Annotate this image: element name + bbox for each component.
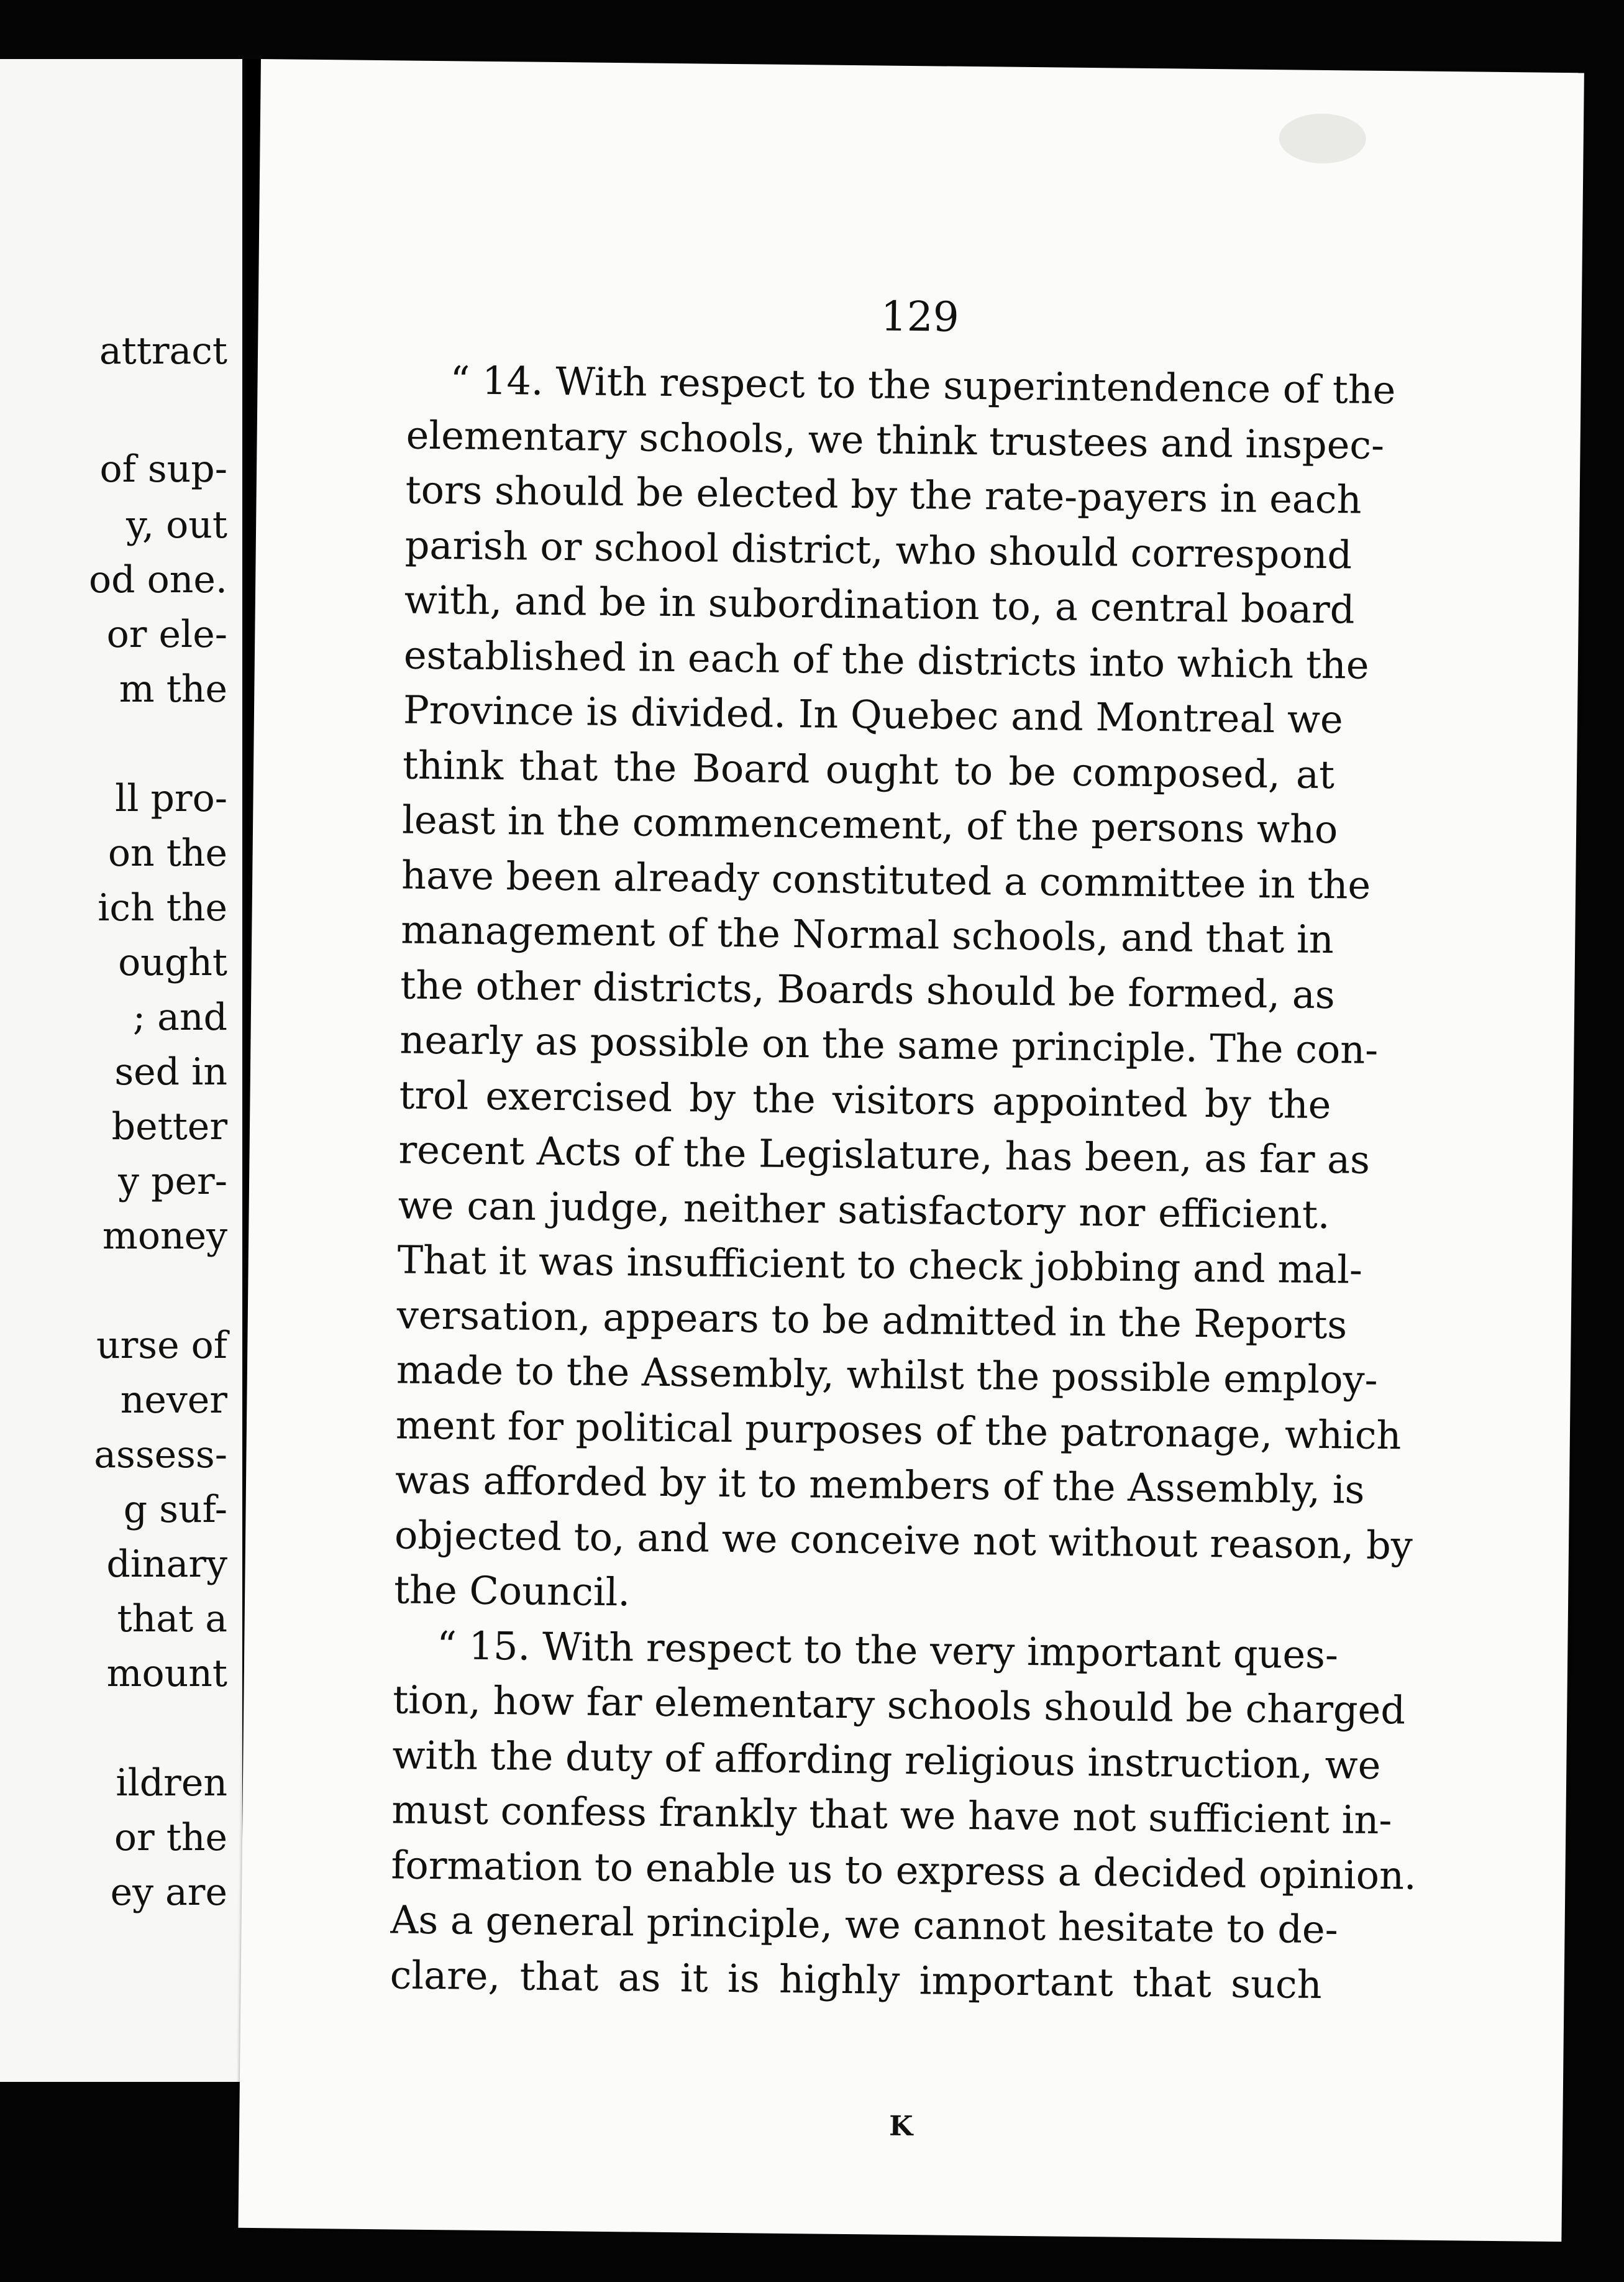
previous-page-line: ought bbox=[118, 941, 227, 984]
previous-page-line: never bbox=[120, 1378, 227, 1422]
previous-page-line: m the bbox=[119, 667, 227, 711]
page-body bbox=[390, 352, 1417, 2012]
previous-page-line: y per- bbox=[118, 1160, 227, 1203]
book-page bbox=[238, 59, 1584, 2242]
previous-page-line: ; and bbox=[132, 996, 227, 1039]
previous-page-line: better bbox=[111, 1105, 227, 1148]
previous-page bbox=[0, 59, 242, 2082]
text-line: the other districts, Boards should be formed, as bbox=[400, 961, 1336, 1017]
text-line: established in each of the districts into which the bbox=[403, 631, 1369, 688]
previous-page-line: ildren bbox=[116, 1761, 227, 1805]
text-line: Province is divided. In Quebec and Montreal we bbox=[403, 687, 1344, 743]
previous-page-line: money bbox=[102, 1214, 227, 1258]
text-line: was afforded by it to members of the Assembly, is bbox=[395, 1457, 1365, 1513]
text-line: with, and be in subordination to, a central board bbox=[404, 577, 1355, 633]
text-line: we can judge, neither satisfactory nor efficient. bbox=[398, 1181, 1331, 1237]
previous-page-line: g suf- bbox=[123, 1488, 227, 1531]
previous-page-line: dinary bbox=[106, 1542, 227, 1586]
previous-page-line: ich the bbox=[98, 886, 227, 930]
previous-page-line: ey are bbox=[110, 1871, 227, 1914]
text-line: ment for political purposes of the patronage, which bbox=[395, 1401, 1402, 1458]
previous-page-line: sed in bbox=[114, 1050, 227, 1094]
text-line: formation to enable us to express a decided opinion. bbox=[391, 1841, 1417, 1899]
text-line: “ 14. With respect to the superintendence of the bbox=[450, 357, 1396, 413]
text-line: management of the Normal schools, and that in bbox=[400, 907, 1334, 963]
text-line: must confess frankly that we have not sufficient in- bbox=[391, 1787, 1392, 1843]
text-line: That it was insufficient to check jobbing and mal- bbox=[397, 1237, 1363, 1293]
text-line: clare, that as it is highly important that such bbox=[390, 1951, 1323, 2007]
text-line: versation, appears to be admitted in the Reports bbox=[396, 1291, 1348, 1347]
signature-mark: K bbox=[888, 2110, 913, 2143]
text-line: tors should be elected by the rate-payers in each bbox=[405, 467, 1362, 523]
previous-page-line: assess- bbox=[94, 1433, 227, 1477]
text-line: with the duty of affording religious instruction, we bbox=[392, 1731, 1381, 1788]
text-line: have been already constituted a committee in the bbox=[401, 851, 1371, 908]
text-line: least in the commencement, of the persons who bbox=[401, 797, 1338, 853]
text-line: elementary schools, we think trustees and inspec- bbox=[406, 411, 1385, 468]
text-line: made to the Assembly, whilst the possible employ- bbox=[396, 1347, 1378, 1403]
page-number: 129 bbox=[880, 292, 960, 341]
previous-page-line: that a bbox=[117, 1597, 227, 1641]
text-line: think that the Board ought to be composed, at bbox=[402, 741, 1335, 797]
previous-page-line: on the bbox=[107, 832, 227, 875]
text-line: tion, how far elementary schools should be charged bbox=[392, 1677, 1406, 1733]
previous-page-line: mount bbox=[106, 1652, 227, 1695]
text-line: the Council. bbox=[393, 1567, 631, 1615]
previous-page-line: of sup- bbox=[99, 447, 227, 491]
previous-page-line: urse of bbox=[96, 1324, 227, 1367]
text-line: recent Acts of the Legislature, has been, as far as bbox=[398, 1127, 1371, 1183]
previous-page-line: ll pro- bbox=[115, 777, 227, 820]
text-line: trol exercised by the visitors appointed by the bbox=[399, 1071, 1331, 1127]
text-line: “ 15. With respect to the very important ques- bbox=[436, 1622, 1339, 1677]
previous-page-line: od one. bbox=[89, 558, 227, 602]
text-line: parish or school district, who should correspond bbox=[404, 521, 1353, 577]
previous-page-line: y, out bbox=[126, 503, 227, 547]
previous-page-line: or ele- bbox=[106, 613, 227, 656]
previous-page-line: or the bbox=[114, 1816, 227, 1859]
text-line: nearly as possible on the same principle. The con- bbox=[399, 1017, 1379, 1073]
page-smudge bbox=[1279, 113, 1366, 163]
text-line: As a general principle, we cannot hesitate to de- bbox=[390, 1897, 1339, 1953]
previous-page-line: attract bbox=[99, 329, 227, 373]
text-line: objected to, and we conceive not without reason, by bbox=[394, 1511, 1413, 1569]
